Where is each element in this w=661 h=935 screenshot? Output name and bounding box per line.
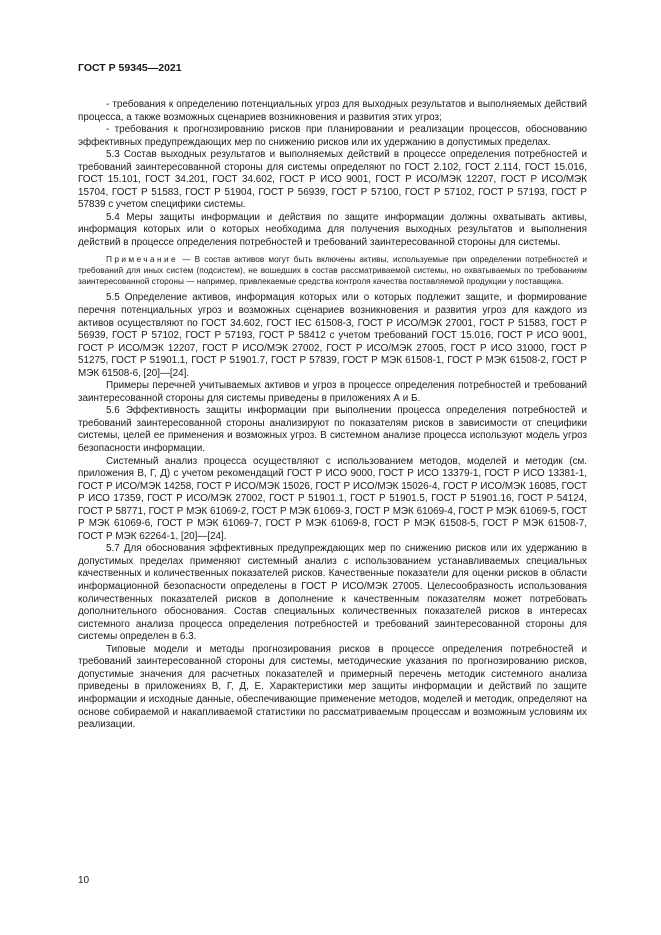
document-body	[78, 99, 587, 732]
note-label: Примечание	[106, 253, 179, 264]
paragraph: Примеры перечней учитываемых активов и угроз в процессе определения потребностей и требований заинтересованной стороны для системы приведены в приложениях А и Б.	[78, 380, 587, 404]
paragraph: 5.7 Для обоснования эффективных предупреждающих мер по снижению рисков или их удержанию в допустимых пределах применяют системный анализ с использованием устанавливаемых специальных качественных и количественных показателей рисков. Качественные показатели для оценки рисков в области информационной безопасности определены в ГОСТ Р ИСО/МЭК 27005. Целесообразность использования количественных показателей рисков в дополнение к качественным показателям может потребовать дополнительного обоснования. Состав специальных количественных показателей рисков в интересах системного анализа процесса определения потребностей и требований заинтересованной стороны для системы определен в 6.3.	[78, 543, 587, 643]
paragraph: Типовые модели и методы прогнозирования рисков в процессе определения потребностей и требований заинтересованной стороны для системы, методические указания по прогнозированию рисков, допустимые значения для расчетных показателей и примерный перечень методик системного анализа приведены в приложениях В, Г, Д, Е. Характеристики мер защиты информации и действий по защите информации и исходные данные, обеспечивающие применение методов, моделей и методик, определяют на основе собираемой и накапливаемой статистики по рассматриваемым процессам и возможным условиям их реализации.	[78, 643, 587, 731]
document-header: ГОСТ Р 59345—2021	[78, 62, 182, 74]
paragraph: 5.3 Состав выходных результатов и выполняемых действий в процессе определения потребностей и требований заинтересованной стороны для системы определяют по ГОСТ 2.102, ГОСТ 2.114, ГОСТ 15.016, ГОСТ 15.101, ГОСТ 34.201, ГОСТ 34.602, ГОСТ Р ИСО 9001, ГОСТ Р ИСО/МЭК 12207, ГОСТ Р ИСО/МЭК 15704, ГОСТ Р 51583, ГОСТ Р 51904, ГОСТ Р 56939, ГОСТ Р 57100, ГОСТ Р 57102, ГОСТ Р 57193, ГОСТ Р 57839 с учетом специфики системы.	[78, 149, 587, 211]
page-number: 10	[78, 875, 90, 886]
note-text: — В состав активов могут быть включены активы, используемые при определении потребностей и требований для иных систем (подсистем), не вошедших в состав рассматриваемой системы, но охватываемых по требованиям заинтересованной стороны — например, привлекаемые средства контроля качества поставляемой продукции у поставщика.	[78, 253, 587, 287]
note	[78, 254, 587, 288]
paragraph: Системный анализ процесса осуществляют с использованием методов, моделей и методик (см. приложения В, Г, Д) с учетом рекомендаций ГОСТ Р ИСО 9000, ГОСТ Р ИСО 13379-1, ГОСТ Р ИСО 13381-1, ГОСТ Р ИСО/МЭК 14258, ГОСТ Р ИСО/МЭК 15026, ГОСТ Р ИСО/МЭК 15026-4, ГОСТ Р ИСО/МЭК 16085, ГОСТ Р ИСО 17359, ГОСТ Р ИСО/МЭК 27002, ГОСТ Р 51901.1, ГОСТ Р 51901.5, ГОСТ Р 51901.16, ГОСТ Р 54124, ГОСТ Р 58771, ГОСТ Р МЭК 61069-2, ГОСТ Р МЭК 61069-3, ГОСТ Р МЭК 61069-4, ГОСТ Р МЭК 61069-5, ГОСТ Р МЭК 61069-6, ГОСТ Р МЭК 61069-7, ГОСТ Р МЭК 61069-8, ГОСТ Р МЭК 61508-5, ГОСТ Р МЭК 61508-7, ГОСТ Р МЭК 62264-1, [20]—[24].	[78, 455, 587, 542]
paragraph: 5.4 Меры защиты информации и действия по защите информации должны охватывать активы, информация которых или о которых необходима для получения выходных результатов и выполнения действий в процессе определения потребностей и требований заинтересованной стороны для системы.	[78, 211, 587, 249]
paragraph: 5.5 Определение активов, информация которых или о которых подлежит защите, и формирование перечня потенциальных угроз и возможных сценариев возникновения и развития угроз для каждого из активов осуществляют по ГОСТ 34.602, ГОСТ IEC 61508-3, ГОСТ Р ИСО/МЭК 27001, ГОСТ Р 51583, ГОСТ Р 56939, ГОСТ Р 57102, ГОСТ Р 57193, ГОСТ Р 58412 с учетом требований ГОСТ 15.016, ГОСТ Р ИСО 9001, ГОСТ Р ИСО/МЭК 12207, ГОСТ Р ИСО/МЭК 27002, ГОСТ Р ИСО/МЭК 27005, ГОСТ Р ИСО 31000, ГОСТ Р 51275, ГОСТ Р 51901.1, ГОСТ Р 51901.7, ГОСТ Р 57839, ГОСТ Р МЭК 61508-1, ГОСТ Р МЭК 61508-2, ГОСТ Р МЭК 61508-6, [20]—[24].	[78, 292, 587, 379]
paragraph: - требования к прогнозированию рисков при планировании и реализации процессов, обоснованию эффективных предупреждающих мер по снижению рисков или их удержанию в допустимых пределах.	[78, 124, 587, 148]
paragraph: 5.6 Эффективность защиты информации при выполнении процесса определения потребностей и требований заинтересованной стороны анализируют по показателям рисков в зависимости от специфики системы, целей ее применения и возможных угроз. В системном анализе процесса используют модель угроз безопасности информации.	[78, 405, 587, 455]
paragraph: - требования к определению потенциальных угроз для выходных результатов и выполняемых действий процесса, а также возможных сценариев возникновения и развития этих угроз;	[78, 99, 587, 123]
